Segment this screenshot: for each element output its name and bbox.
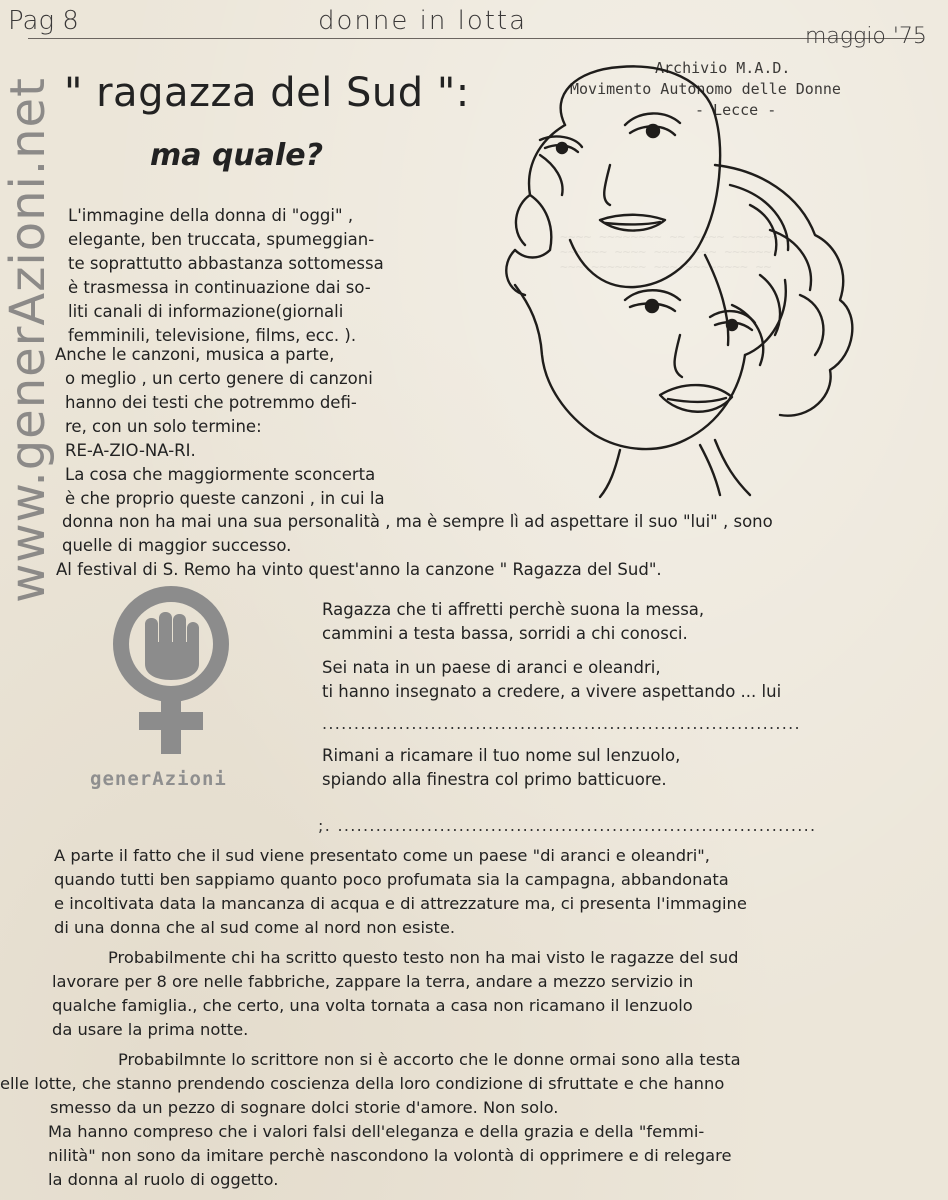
text-line: elegante, ben truccata, spumeggian- (68, 230, 375, 249)
archive-stamp-line1: Archivio M.A.D. (655, 59, 791, 77)
text-line: A parte il fatto che il sud viene presentato come un paese "di aranci e oleandri", (54, 846, 710, 865)
archive-stamp-line2: Movimento Autonomo delle Donne (570, 80, 841, 98)
logo-label: generAzioni (90, 768, 227, 790)
lyrics-ellipsis-1: ........................................................................... (322, 714, 801, 733)
text-line: Probabilmnte lo scrittore non si è accorto che le donne ormai sono alla testa (118, 1050, 741, 1069)
feminist-fist-icon (107, 584, 235, 759)
issue-date: maggio '75 (805, 24, 927, 49)
women-faces-illustration (470, 55, 880, 500)
text-line: Anche le canzoni, musica a parte, (55, 345, 335, 364)
text-line: RE-A-ZIO-NA-RI. (65, 441, 196, 460)
intro-paragraph (68, 204, 384, 348)
text-line: La cosa che maggiormente sconcerta (65, 465, 376, 484)
paragraph-scrittore (0, 1048, 741, 1192)
lyric-line: cammini a testa bassa, sorridi a chi conosci. (322, 624, 688, 643)
text-line: hanno dei testi che potremmo defi- (65, 393, 357, 412)
canzoni-paragraph (55, 343, 385, 511)
text-line: elle lotte, che stanno prendendo coscienza della loro condizione di sfruttate e che hanno (0, 1074, 725, 1093)
lyrics-ellipsis-2: ;. ........................................................................... (318, 816, 817, 835)
text-line: di una donna che al sud come al nord non esiste. (54, 918, 456, 937)
lyric-line: ti hanno insegnato a credere, a vivere aspettando ... lui (322, 682, 782, 701)
text-line: re, con un solo termine: (65, 417, 262, 436)
text-line: lavorare per 8 ore nelle fabbriche, zappare la terra, andare a mezzo servizio in (52, 972, 694, 991)
lyric-line: Rimani a ricamare il tuo nome sul lenzuolo, (322, 746, 681, 765)
text-line: liti canali di informazione(giornali (68, 302, 344, 321)
bleed-through-texture: ~~~~ ~~~~~~~~ ~~ ~~~~ ~~~~~~~ ~~~~~~ ~~~~ ~~~~~~~~ ~~~~~~ ~~~ ~~~~~~~ ~~~ ~~~~~~~~ ~~ (560, 230, 787, 275)
text-line: è che proprio queste canzoni , in cui la (65, 489, 385, 508)
lyric-line: spiando alla finestra col primo batticuore. (322, 770, 667, 789)
paragraph-scritto (52, 946, 738, 1042)
watermark-url: www.generAzioni.net (0, 77, 56, 603)
lyric-line: Sei nata in un paese di aranci e oleandri, (322, 658, 661, 677)
archive-stamp-line3: - Lecce - (695, 101, 777, 119)
page-mark: Pag 8 (8, 6, 79, 36)
text-line: donna non ha mai una sua personalità , ma è sempre lì ad aspettare il suo "lui" , sono (62, 512, 773, 531)
text-line: smesso da un pezzo di sognare dolci storie d'amore. Non solo. (50, 1098, 559, 1117)
text-line: L'immagine della donna di "oggi" , (68, 206, 354, 225)
text-line: la donna al ruolo di oggetto. (48, 1170, 279, 1189)
text-line: femminili, televisione, films, ecc. ). (68, 326, 357, 345)
text-line: da usare la prima notte. (52, 1020, 249, 1039)
lyrics-stanza-1 (322, 598, 704, 646)
text-line: te soprattutto abbastanza sottomessa (68, 254, 384, 273)
paragraph-sud (54, 844, 747, 940)
article-subtitle: ma quale? (150, 138, 324, 173)
text-line: è trasmessa in continuazione dai so- (68, 278, 371, 297)
text-line: quelle di maggior successo. (62, 536, 292, 555)
lyrics-stanza-2 (322, 656, 781, 704)
text-line: Ma hanno compreso che i valori falsi dell'eleganza e della grazia e della "femmi- (48, 1122, 705, 1141)
header-rule (28, 38, 923, 39)
publication-name: donne in lotta (318, 6, 528, 36)
article-title: " ragazza del Sud ": (64, 70, 470, 116)
wide-paragraph (56, 510, 773, 582)
text-line: quando tutti ben sappiamo quanto poco profumata sia la campagna, abbandonata (54, 870, 729, 889)
lyrics-stanza-3 (322, 744, 680, 792)
text-line: qualche famiglia., che certo, una volta tornata a casa non ricamano il lenzuolo (52, 996, 693, 1015)
text-line: Probabilmente chi ha scritto questo testo non ha mai visto le ragazze del sud (108, 948, 739, 967)
text-line: e incoltivata data la mancanza di acqua e di attrezzature ma, ci presenta l'immagine (54, 894, 747, 913)
lyric-line: Ragazza che ti affretti perchè suona la messa, (322, 600, 705, 619)
text-line: Al festival di S. Remo ha vinto quest'anno la canzone " Ragazza del Sud". (56, 560, 662, 579)
text-line: o meglio , un certo genere di canzoni (65, 369, 373, 388)
text-line: nilità" non sono da imitare perchè nascondono la volontà di opprimere e di relegare (48, 1146, 732, 1165)
